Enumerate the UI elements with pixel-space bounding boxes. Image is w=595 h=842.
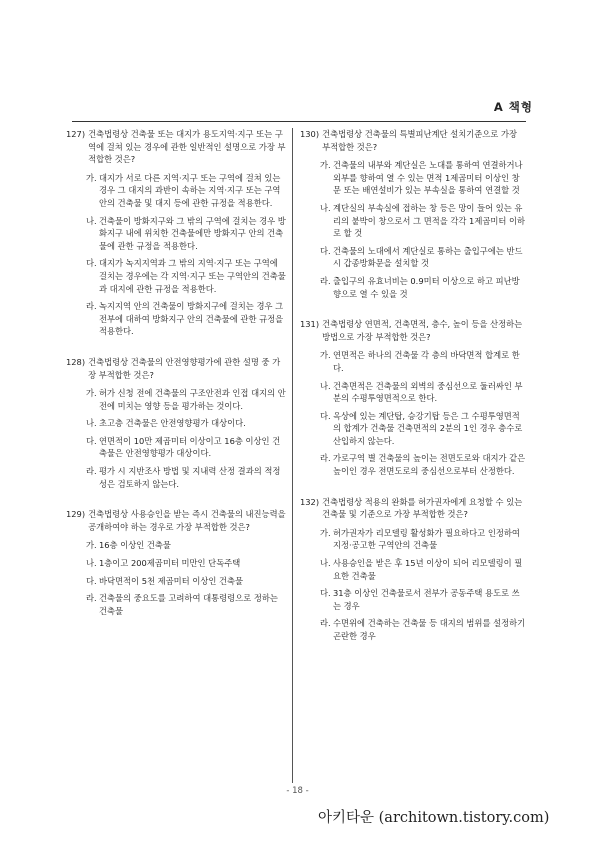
header-divider	[72, 121, 526, 122]
option-label: 다.	[86, 435, 97, 446]
option-label: 다.	[320, 588, 331, 599]
question-text: 건축법령상 건축물 또는 대지가 용도지역·지구 또는 구역에 걸쳐 있는 경우에 관한 일반적인 설명으로 가장 부적합한 것은?	[88, 129, 286, 165]
option-ra	[320, 275, 526, 300]
option-ra	[320, 617, 526, 642]
option-label: 나.	[86, 215, 97, 226]
option-text: 허가 신청 전에 건축물의 구조안전과 인접 대지의 안전에 미치는 영향 등을 평가하는 것이다.	[99, 388, 286, 411]
option-label: 나.	[320, 558, 331, 569]
option-label: 나.	[86, 558, 97, 569]
option-text: 건축물이 방화지구와 그 밖의 구역에 걸치는 경우 방화지구 내에 위치한 건축물에만 방화지구 안의 건축물에 관한 규정을 적용한다.	[99, 215, 286, 251]
question-text: 건축법령상 건축물의 안전영향평가에 관한 설명 중 가장 부적합한 것은?	[88, 356, 281, 380]
option-text: 옥상에 있는 계단탑, 승강기탑 등은 그 수평투영면적의 합계가 건축물 건축면적의 2분의 1인 경우 층수로 산입하지 않는다.	[333, 410, 523, 446]
option-label: 가.	[320, 350, 331, 361]
option-label: 가.	[320, 527, 331, 538]
option-text: 31층 이상인 건축물로서 전부가 공동주택 용도로 쓰는 경우	[333, 588, 520, 611]
option-label: 다.	[86, 258, 97, 269]
option-text: 건축물의 노대에서 계단실로 통하는 출입구에는 반드시 갑종방화문을 설치할 것	[333, 245, 523, 269]
option-text: 가로구역 별 건축물의 높이는 전면도로와 대지가 같은 높이인 경우 전면도로의 중심선으로부터 산정한다.	[333, 453, 526, 477]
option-na	[320, 557, 526, 582]
option-label: 가.	[86, 388, 97, 399]
question-text: 건축법령상 적용의 완화를 허가권자에게 요청할 수 있는 건축물 및 기준으로 가장 부적합한 것은?	[322, 496, 523, 520]
option-text: 사용승인을 받은 후 15년 이상이 되어 리모델링이 필요한 건축물	[333, 558, 523, 581]
option-text: 바닥면적이 5천 제곱미터 이상인 건축물	[99, 575, 244, 586]
question-text: 건축법령상 연면적, 건축면적, 층수, 높이 등을 산정하는 방법으로 가장 부적합한 것은?	[322, 319, 523, 342]
option-ga	[320, 527, 526, 552]
page-number: - 18 -	[286, 786, 309, 796]
option-ga	[86, 539, 288, 552]
question-132	[300, 496, 526, 643]
question-128	[66, 356, 288, 490]
option-ra	[86, 465, 288, 490]
option-text: 허가권자가 리모델링 활성화가 필요하다고 인정하여 지정·공고한 구역안의 건축물	[333, 527, 520, 551]
option-label: 라.	[86, 301, 97, 312]
booklet-type-label: A 책형	[493, 100, 533, 114]
option-label: 나.	[86, 418, 97, 429]
option-text: 계단실의 부속실에 접하는 창 등은 망이 들어 있는 유리의 붙박이 창으로서 그 면적을 각각 1제곱미터 이하로 할 것	[333, 202, 526, 239]
question-127	[66, 128, 288, 338]
option-da	[320, 245, 526, 270]
option-label: 다.	[320, 410, 331, 421]
option-label: 가.	[320, 160, 331, 171]
option-da	[86, 575, 288, 588]
option-label: 라.	[86, 466, 97, 477]
option-label: 가.	[86, 540, 97, 551]
right-column	[300, 128, 526, 661]
option-label: 나.	[320, 380, 331, 391]
question-number: 128)	[66, 356, 86, 367]
question-129	[66, 508, 288, 617]
option-text: 1층이고 200제곱미터 미만인 단독주택	[99, 558, 241, 569]
option-na	[320, 202, 526, 240]
option-label: 라.	[320, 618, 331, 629]
option-na	[86, 557, 288, 570]
option-ra	[86, 300, 288, 338]
left-column	[66, 128, 288, 635]
question-text: 건축법령상 건축물의 특별피난계단 설치기준으로 가장 부적합한 것은?	[322, 129, 517, 152]
option-ga	[320, 159, 526, 197]
option-da	[86, 257, 288, 295]
option-text: 초고층 건축물은 안전영향평가 대상이다.	[99, 418, 246, 429]
option-text: 연면적은 하나의 건축물 각 층의 바닥면적 합계로 한다.	[333, 350, 520, 373]
option-da	[320, 410, 526, 448]
option-text: 평가 시 지반조사 방법 및 지내력 산정 결과의 적정성은 검토하지 않는다.	[99, 466, 281, 489]
option-ra	[320, 452, 526, 477]
option-text: 건축물의 내부와 계단실은 노대를 통하여 연결하거나 외부를 향하여 열 수 있는 면적 1제곱미터 이상인 창문 또는 배연설비가 있는 부속실을 통하여 연결할 것	[333, 160, 523, 196]
option-label: 다.	[86, 575, 97, 586]
option-label: 라.	[86, 593, 97, 604]
option-da	[320, 587, 526, 612]
option-na	[320, 380, 526, 405]
option-ga	[320, 349, 526, 374]
option-na	[86, 215, 288, 253]
watermark-text: 아키타운 (architown.tistory.com)	[318, 810, 550, 826]
question-number: 131)	[300, 319, 320, 330]
option-label: 라.	[320, 275, 331, 286]
option-text: 16층 이상인 건축물	[99, 540, 171, 551]
option-text: 대지가 서로 다른 지역·지구 또는 구역에 걸쳐 있는 경우 그 대지의 과반이 속하는 지역·지구 또는 구역 안의 건축물 및 대지 등에 관한 규정을 적용한다.	[99, 172, 281, 208]
option-label: 라.	[320, 453, 331, 464]
option-text: 녹지지역 안의 건축물이 방화지구에 걸치는 경우 그 전부에 대하여 방화지구 안의 건축물에 관한 규정을 적용한다.	[99, 301, 284, 337]
option-text: 건축물의 중요도를 고려하여 대통령령으로 정하는 건축물	[99, 593, 278, 616]
option-text: 출입구의 유효너비는 0.9미터 이상으로 하고 피난방향으로 열 수 있을 것	[333, 275, 520, 299]
option-label: 가.	[86, 172, 97, 183]
question-number: 130)	[300, 129, 320, 139]
question-number: 129)	[66, 509, 86, 520]
question-130	[300, 128, 526, 300]
question-text: 건축법령상 사용승인을 받는 즉시 건축물의 내진능력을 공개하여야 하는 경우로 가장 부적합한 것은?	[88, 509, 286, 532]
question-131	[300, 318, 526, 478]
option-label: 나.	[320, 202, 331, 213]
option-ra	[86, 592, 288, 617]
option-na	[86, 417, 288, 430]
option-ga	[86, 387, 288, 412]
column-divider	[292, 128, 293, 783]
option-text: 연면적이 10만 제곱미터 이상이고 16층 이상인 건축물은 안전영향평가 대상이다.	[99, 435, 281, 459]
option-text: 수면위에 건축하는 건축물 등 대지의 범위를 설정하기 곤란한 경우	[333, 618, 526, 641]
option-ga	[86, 172, 288, 210]
option-label: 다.	[320, 245, 331, 256]
question-number: 132)	[300, 496, 320, 507]
option-text: 건축면적은 건축물의 외벽의 중심선으로 둘러싸인 부분의 수평투영면적으로 한다.	[333, 380, 523, 404]
question-number: 127)	[66, 129, 86, 139]
option-text: 대지가 녹지지역과 그 밖의 지역·지구 또는 구역에 걸치는 경우에는 각 지역·지구 또는 구역안의 건축물과 대지에 관한 규정을 적용한다.	[99, 258, 286, 294]
option-da	[86, 435, 288, 460]
